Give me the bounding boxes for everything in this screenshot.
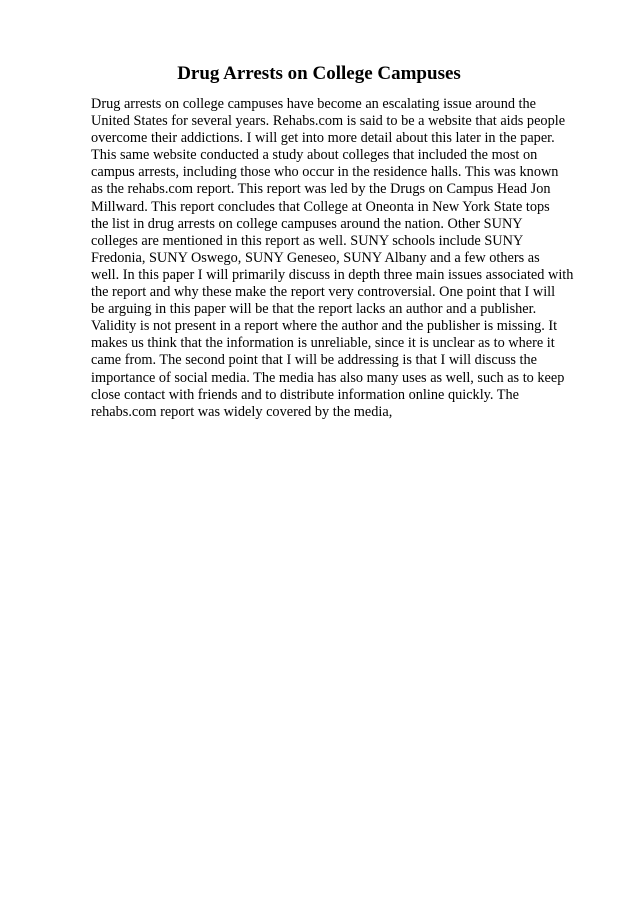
paragraph-line: came from. The second point that I will be addressing is that I will discuss the [91,352,538,369]
paragraph-line: importance of social media. The media has also many uses as well, such as to keep [91,369,565,386]
paragraph-line: the list in drug arrests on college campuses around the nation. Other SUNY [91,215,523,232]
paragraph-line: makes us think that the information is unreliable, since it is unclear as to where it [91,335,555,352]
paragraph-line: the report and why these make the report very controversial. One point that I will [91,284,556,301]
paragraph-line: United States for several years. Rehabs.com is said to be a website that aids people [91,113,566,130]
paragraph-line: colleges are mentioned in this report as well. SUNY schools include SUNY [91,232,524,249]
paragraph-line: rehabs.com report was widely covered by the media, [91,403,393,420]
paragraph-line: Fredonia, SUNY Oswego, SUNY Geneseo, SUNY Albany and a few others as [91,249,540,266]
paragraph-line: campus arrests, including those who occur in the residence halls. This was known [91,164,559,181]
body-paragraph [91,96,574,421]
paragraph-line: well. In this paper I will primarily discuss in depth three main issues associated with [91,266,574,283]
paragraph-line: overcome their addictions. I will get into more detail about this later in the paper. [91,130,555,147]
paragraph-line: be arguing in this paper will be that the report lacks an author and a publisher. [91,301,537,318]
paragraph-line: Drug arrests on college campuses have become an escalating issue around the [91,96,537,112]
paragraph-line: This same website conducted a study about colleges that included the most on [91,147,538,164]
paragraph-line: Validity is not present in a report where the author and the publisher is missing. It [91,318,558,335]
paragraph-line: close contact with friends and to distribute information online quickly. The [91,386,520,403]
document-title: Drug Arrests on College Campuses [177,63,461,84]
paragraph-line: as the rehabs.com report. This report was led by the Drugs on Campus Head Jon [91,181,551,198]
paragraph-line: Millward. This report concludes that College at Oneonta in New York State tops [91,198,550,215]
